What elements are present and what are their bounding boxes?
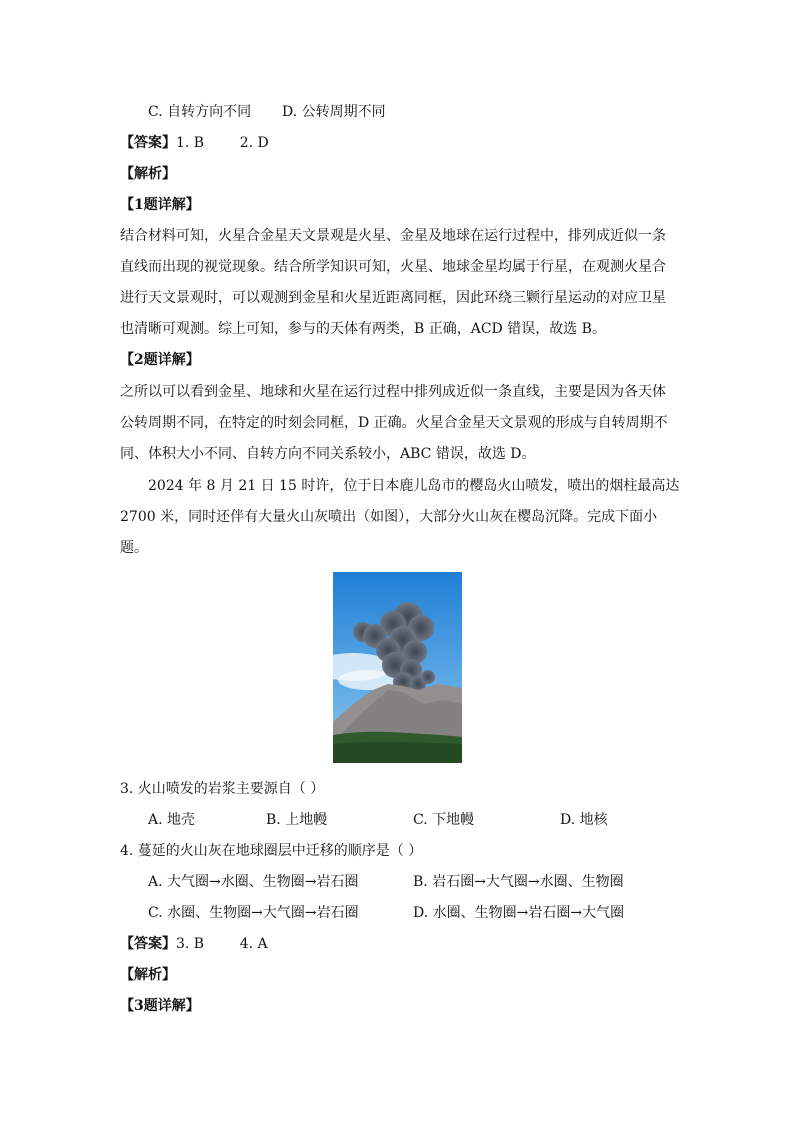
detail-1-line: 结合材料可知，火星合金星天文景观是火星、金星及地球在运行过程中，排列成近似一条 [120,228,666,244]
detail-2-line: 同、体积大小不同、自转方向不同关系较小，ABC 错误，故选 D。 [120,446,536,462]
analysis-label-2: 【解析】 [120,967,176,983]
detail-1-line: 直线而出现的视觉现象。结合所学知识可知，火星、地球金星均属于行星，在观测火星合 [120,259,666,275]
q4-option-d: D. 水圈、生物圈→岩石圈→大气圈 [413,905,625,921]
q3-option-b: B. 上地幔 [266,812,328,828]
question-4-stem: 4. 蔓延的火山灰在地球圈层中迁移的顺序是（ ） [120,843,423,859]
answer-text: 1. B 2. D [176,135,269,151]
detail-3-heading: 【3题详解】 [120,998,200,1014]
q4-option-c: C. 水圈、生物圈→大气圈→岩石圈 [148,905,359,921]
detail-1-heading: 【1题详解】 [120,197,200,213]
answer-label: 【答案】 [120,135,176,151]
analysis-label: 【解析】 [120,166,176,182]
passage-line: 2024 年 8 月 21 日 15 时许，位于日本鹿儿岛市的樱岛火山喷发，喷出的烟柱最高达 [148,478,680,494]
question-3-stem: 3. 火山喷发的岩浆主要源自（ ） [120,781,325,797]
q4-option-a: A. 大气圈→水圈、生物圈→岩石圈 [148,874,359,890]
passage-line: 题。 [120,540,148,556]
detail-2-heading: 【2题详解】 [120,352,200,368]
answer-text: 3. B 4. A [176,936,268,952]
option-d: D. 公转周期不同 [282,104,386,120]
detail-2-line: 公转周期不同，在特定的时刻会同框，D 正确。火星合金星天文景观的形成与自转周期不 [120,415,668,431]
volcano-eruption-image [333,572,462,763]
answer-row-2 [120,934,268,954]
detail-1-line: 进行天文景观时，可以观测到金星和火星近距离同框，因此环绕三颗行星运动的对应卫星 [120,290,666,306]
q4-option-b: B. 岩石圈→大气圈→水圈、生物圈 [413,874,624,890]
detail-2-line: 之所以可以看到金星、地球和火星在运行过程中排列成近似一条直线，主要是因为各天体 [120,384,666,400]
detail-1-line: 也清晰可观测。综上可知，参与的天体有两类，B 正确，ACD 错误，故选 B。 [120,321,606,337]
volcano-photo [333,572,462,763]
q3-option-a: A. 地壳 [148,812,196,828]
q3-option-d: D. 地核 [560,812,608,828]
passage-line: 2700 米，同时还伴有大量火山灰喷出（如图），大部分火山灰在樱岛沉降。完成下面小 [120,509,658,525]
q3-option-c: C. 下地幔 [413,812,475,828]
answer-label: 【答案】 [120,936,176,952]
option-c: C. 自转方向不同 [148,104,252,120]
answer-row [120,133,269,153]
